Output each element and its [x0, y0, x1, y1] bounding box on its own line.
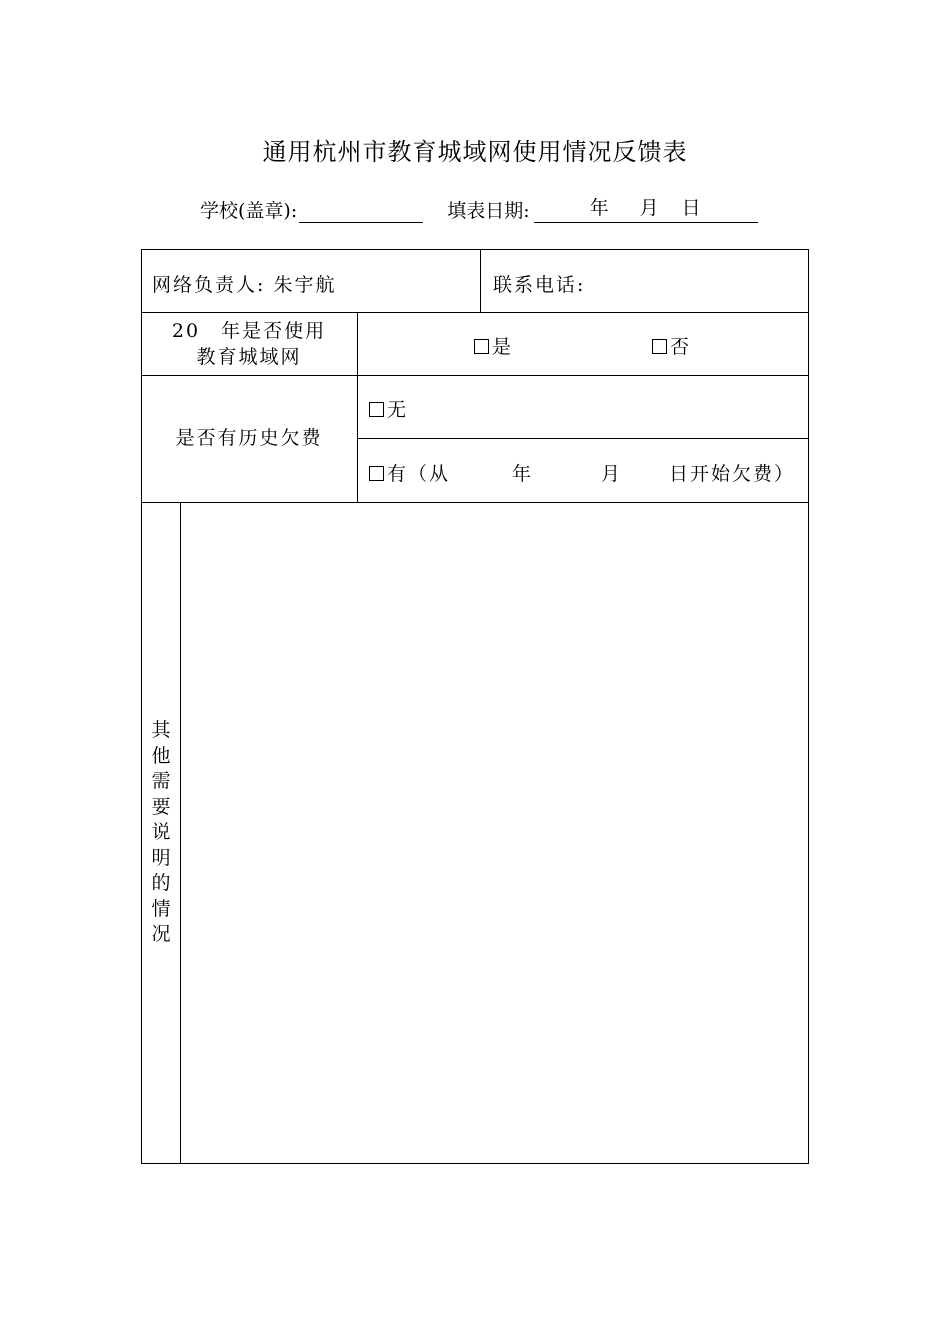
date-year-label: 年 [589, 197, 609, 219]
date-field[interactable] [534, 197, 758, 223]
date-day-label: 日 [681, 197, 701, 219]
form-header-line [200, 196, 758, 223]
date-label: 填表日期: [447, 200, 530, 222]
option-no[interactable] [652, 332, 691, 359]
option-none-label: 无 [387, 399, 409, 421]
option-none[interactable] [369, 395, 408, 422]
notes-label [142, 718, 180, 948]
school-field[interactable] [299, 200, 423, 223]
notes-label-char: 明 [151, 846, 171, 869]
option-has-prefix: 有（从 [387, 463, 451, 485]
date-month-label: 月 [639, 197, 659, 219]
row-divider [141, 375, 809, 376]
notes-label-char: 说 [151, 821, 171, 843]
option-no-label: 否 [670, 336, 692, 358]
form-title: 通用杭州市教育城域网使用情况反馈表 [262, 138, 688, 166]
row-divider [357, 438, 809, 439]
checkbox-yes[interactable] [474, 339, 489, 354]
option-yes-label: 是 [492, 336, 514, 358]
notes-label-char: 情 [151, 897, 171, 920]
column-divider [357, 312, 358, 502]
arrears-year-label: 年 [512, 463, 534, 485]
notes-area[interactable] [181, 503, 808, 1163]
option-has[interactable] [369, 459, 450, 486]
checkbox-no[interactable] [652, 339, 667, 354]
usage-question [141, 318, 357, 370]
usage-question-line1: 20 年是否使用 [171, 320, 327, 342]
checkbox-has[interactable] [369, 466, 384, 481]
phone-label: 联系电话: [493, 274, 586, 296]
row-divider [141, 312, 809, 313]
notes-label-char: 其 [151, 719, 171, 741]
arrears-month-label: 月 [601, 463, 623, 485]
notes-label-char: 需 [151, 770, 171, 792]
notes-label-char: 要 [151, 795, 171, 818]
network-contact-cell: 网络负责人: 朱宇航 [152, 274, 337, 296]
checkbox-none[interactable] [369, 402, 384, 417]
column-divider [480, 249, 481, 312]
school-label: 学校(盖章): [200, 200, 298, 222]
arrears-suffix: 日开始欠费） [669, 463, 796, 485]
option-yes[interactable] [474, 332, 513, 359]
usage-question-line2: 教育城域网 [196, 346, 302, 368]
notes-label-char: 况 [151, 923, 171, 945]
arrears-question: 是否有历史欠费 [175, 427, 323, 449]
notes-label-char: 他 [151, 744, 171, 767]
notes-label-char: 的 [151, 872, 171, 894]
